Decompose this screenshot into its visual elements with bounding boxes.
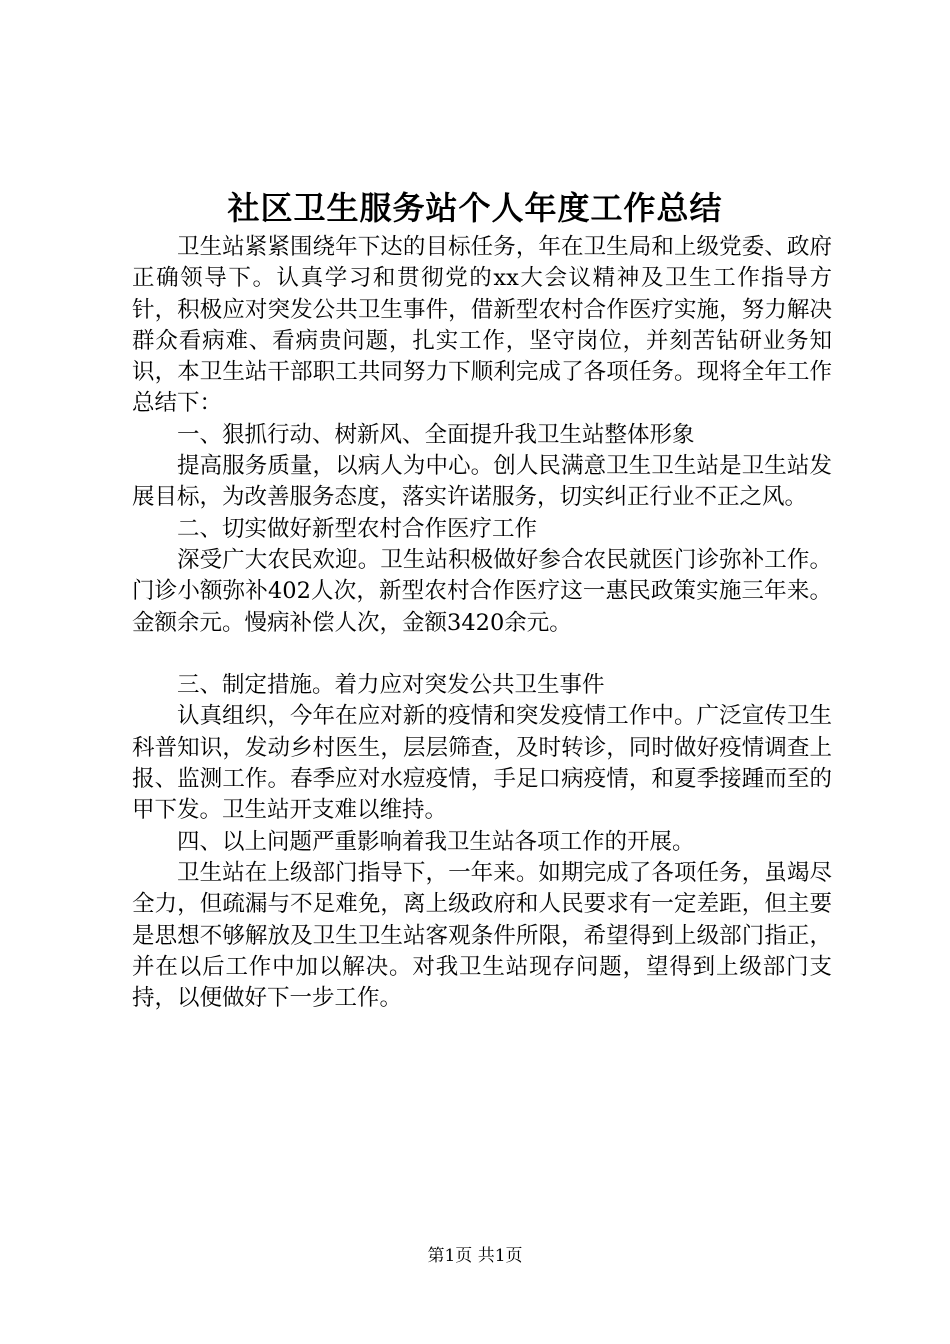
page-number-footer: 第1页 共1页: [427, 1246, 523, 1266]
document-title: 社区卫生服务站个人年度工作总结: [227, 189, 723, 227]
paragraph-section-1: 提高服务质量，以病人为中心。创人民满意卫生卫生站是卫生站发展目标，为改善服务态度，落实许诺服务，切实纠正行业不正之风。: [132, 453, 832, 511]
paragraph-conclusion: 卫生站在上级部门指导下，一年来。如期完成了各项任务，虽竭尽全力，但疏漏与不足难免，离上级政府和人民要求有一定差距，但主要是思想不够解放及卫生卫生站客观条件所限，希望得到上级部门指正，并在以后工作中加以解决。对我卫生站现存问题，望得到上级部门支持，以便做好下一步工作。: [132, 859, 832, 1012]
section-heading-4: 四、以上问题严重影响着我卫生站各项工作的开展。: [177, 828, 695, 855]
section-heading-3: 三、制定措施。着力应对突发公共卫生事件: [177, 672, 605, 699]
document-body: [132, 232, 832, 1014]
paragraph-section-2: 深受广大农民欢迎。卫生站积极做好参合农民就医门诊弥补工作。门诊小额弥补402人次，新型农村合作医疗这一惠民政策实施三年来。金额余元。慢病补偿人次，金额3420余元。: [132, 546, 832, 636]
section-heading-1: 一、狠抓行动、树新风、全面提升我卫生站整体形象: [177, 421, 695, 448]
paragraph-intro: 卫生站紧紧围绕年下达的目标任务，年在卫生局和上级党委、政府正确领导下。认真学习和贯彻党的xx大会议精神及卫生工作指导方针，积极应对突发公共卫生事件，借新型农村合作医疗实施，努力解决群众看病难、看病贵问题，扎实工作，坚守岗位，并刻苦钻研业务知识，本卫生站干部职工共同努力下顺利完成了各项任务。现将全年工作总结下：: [132, 234, 832, 417]
paragraph-section-3: 认真组织，今年在应对新的疫情和突发疫情工作中。广泛宣传卫生科普知识，发动乡村医生，层层筛查，及时转诊，同时做好疫情调查上报、监测工作。春季应对水痘疫情，手足口病疫情，和夏季接踵而至的甲下发。卫生站开支难以维持。: [132, 703, 832, 824]
section-heading-2: 二、切实做好新型农村合作医疗工作: [177, 515, 538, 542]
